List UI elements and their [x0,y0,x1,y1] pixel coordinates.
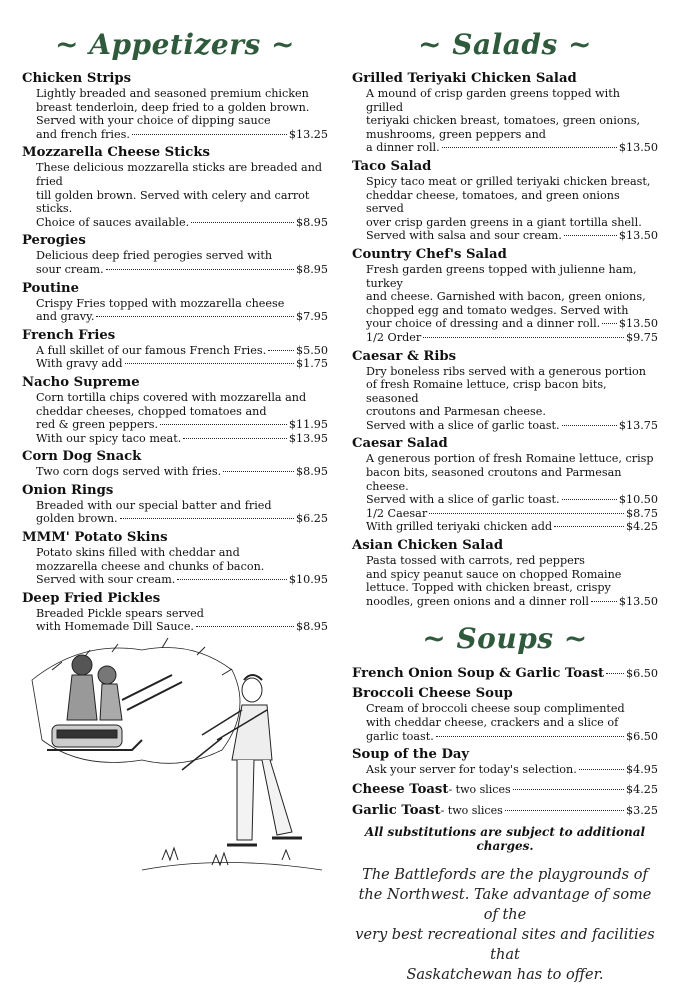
price-row [352,665,658,682]
tagline-line: very best recreational sites and facilities that [355,926,655,963]
menu-item-nacho-supreme [22,375,328,445]
price-row: noodles, green onions and a dinner roll $13.50 [366,594,658,608]
item-desc: Delicious deep fried perogies served with [36,249,273,263]
menu-item-garlic-toast [352,802,658,819]
item-price: $13.50 [618,141,658,155]
item-name: Soup of the Day [352,747,470,763]
item-name: Poutine [22,280,80,296]
item-price: $6.25 [295,512,328,526]
item-price: $6.50 [625,729,658,743]
price-row [352,781,658,798]
item-name: Grilled Teriyaki Chicken Salad [352,71,577,86]
item-desc: Crispy Fries topped with mozzarella cheese [36,296,285,310]
item-desc: Lightly breaded and seasoned premium chicken [36,87,309,100]
item-price: $13.50 [618,229,658,243]
menu-item-broccoli-soup [352,686,658,743]
salads-title: ~ Salads ~ [418,28,592,61]
price-row: your choice of dressing and a dinner roll. $13.50 [366,317,658,331]
price-row: With gravy add $1.75 [36,357,328,371]
item-price: $7.95 [295,310,328,324]
item-desc: mushrooms, green peppers and [366,127,546,141]
menu-item-cheese-toast [352,781,658,798]
price-row: Served with sour cream. $10.95 [36,573,328,587]
item-desc: over crisp garden greens in a giant tortilla shell. [366,215,642,229]
item-price: $6.50 [625,667,658,681]
item-desc: cheddar cheese, tomatoes, and green onions served [366,188,620,216]
item-desc: Served with your choice of dipping sauce [36,114,271,128]
item-suffix: - two slices [440,803,503,817]
menu-item-caesar-ribs [352,349,658,433]
item-desc: bacon bits, seasoned croutons and Parmesan cheese. [366,466,622,493]
menu-item-onion-rings [22,483,328,526]
item-desc: chopped egg and tomato wedges. Served with [366,303,629,317]
item-desc: mozzarella cheese and chunks of bacon. [36,559,265,573]
item-name: Mozzarella Cheese Sticks [22,145,210,161]
menu-item-asian-chicken-salad [352,538,658,608]
menu-item-mozzarella-sticks [22,145,328,229]
menu-item-potato-skins [22,530,328,587]
price-row: Served with a slice of garlic toast. $13.75 [366,418,658,432]
item-desc: and spicy peanut sauce on chopped Romaine [366,567,622,581]
item-price: $11.95 [288,418,328,432]
item-name: Caesar Salad [352,436,448,452]
item-desc: and cheese. Garnished with bacon, green onions, [366,290,646,304]
item-desc: Pasta tossed with carrots, red peppers [366,554,585,568]
menu-item-chef-salad [352,247,658,345]
item-desc: Fresh garden greens topped with julienne ham, turkey [366,262,637,290]
item-name: Taco Salad [352,158,432,174]
item-name: Broccoli Cheese Soup [352,686,513,702]
item-name: Deep Fried Pickles [22,590,161,606]
item-name: Perogies [22,233,86,249]
menu-item-teriyaki-salad [352,71,658,155]
tagline-line: The Battlefords are the playgrounds of [362,866,648,883]
golf-snowmobile-illustration [22,620,332,890]
item-desc: Breaded Pickle spears served [36,606,204,620]
price-row: sour cream. $8.95 [36,262,328,276]
menu-item-chicken-strips [22,71,328,141]
price-row: Served with salsa and sour cream. $13.50 [366,229,658,243]
price-row: Served with a slice of garlic toast. $10.50 [366,493,658,507]
item-price: $4.25 [625,782,658,796]
price-row: and french fries. $13.25 [36,127,328,141]
item-desc: A generous portion of fresh Romaine lettuce, crisp [366,452,654,466]
item-desc: Spicy taco meat or grilled teriyaki chicken breast, [366,174,651,188]
item-desc: croutons and Parmesan cheese. [366,405,546,419]
item-price: $4.25 [625,520,658,534]
menu-item-soup-of-day [352,747,658,777]
price-row: 1/2 Order $9.75 [366,330,658,344]
item-price: $8.95 [295,215,328,229]
item-desc: Corn tortilla chips covered with mozzarella and [36,390,307,404]
price-row: Two corn dogs served with fries. $8.95 [36,465,328,479]
item-name: Onion Rings [22,482,114,498]
item-desc: teriyaki chicken breast, tomatoes, green onions, [366,114,641,128]
item-desc: A mound of crisp garden greens topped with grilled [366,87,620,114]
item-price: $5.50 [295,343,328,357]
item-price: $13.50 [618,594,658,608]
item-desc: Potato skins filled with cheddar and [36,546,240,560]
item-name: MMM' Potato Skins [22,530,168,546]
item-name: Asian Chicken Salad [352,538,504,554]
price-row: With our spicy taco meat. $13.95 [36,431,328,445]
item-price: $3.25 [625,803,658,817]
item-name: Chicken Strips [22,71,132,86]
menu-item-french-fries [22,328,328,371]
item-desc: lettuce. Topped with chicken breast, crispy [366,581,611,595]
price-row: a dinner roll. $13.50 [366,141,658,155]
menu-item-french-onion [352,665,658,682]
item-price: $9.75 [625,330,658,344]
item-desc: of fresh Romaine lettuce, crisp bacon bits, seasoned [366,378,607,405]
price-row [352,802,658,819]
price-row: and gravy. $7.95 [36,310,328,324]
substitutions-note: All substitutions are subject to additional charges. [364,824,646,853]
item-name: Caesar & Ribs [352,348,457,364]
item-price: $10.95 [288,573,328,587]
appetizers-title: ~ Appetizers ~ [55,28,295,61]
appetizers-column [22,28,328,638]
price-row: A full skillet of our famous French Fries. $5.50 [36,343,328,357]
price-row: with Homemade Dill Sauce. $8.95 [36,620,328,634]
menu-item-corn-dog [22,449,328,479]
price-row: garlic toast. $6.50 [366,729,658,743]
item-name: Corn Dog Snack [22,449,142,465]
item-price: $13.95 [288,431,328,445]
price-row: golden brown. $6.25 [36,512,328,526]
item-price: $13.75 [618,418,658,432]
item-name: French Onion Soup & Garlic Toast [352,666,605,682]
item-price: $10.50 [618,493,658,507]
price-row: 1/2 Caesar $8.75 [366,506,658,520]
item-price: $13.50 [618,317,658,331]
salads-soups-column [352,28,658,985]
menu-item-caesar-salad [352,436,658,534]
price-row: With grilled teriyaki chicken add $4.25 [366,520,658,534]
soups-title: ~ Soups ~ [422,622,588,656]
tagline [352,865,658,985]
tagline-line: the Northwest. Take advantage of some of the [358,886,652,923]
item-name: Garlic Toast [352,802,441,818]
item-desc: Dry boneless ribs served with a generous portion [366,364,646,378]
item-name: French Fries [22,327,116,343]
item-desc: Breaded with our special batter and fried [36,498,272,512]
item-desc: with cheddar cheese, crackers and a slice of [366,716,619,729]
item-desc: breast tenderloin, deep fried to a golden brown. [36,100,310,114]
item-price: $1.75 [295,357,328,371]
item-desc: These delicious mozzarella sticks are breaded and fried [36,161,323,188]
item-price: $13.25 [288,127,328,141]
item-price: $8.95 [295,465,328,479]
item-name: Cheese Toast [352,781,449,797]
item-price: $8.75 [625,506,658,520]
price-row: red & green peppers. $11.95 [36,418,328,432]
item-price: $4.95 [625,763,658,777]
item-price: $8.95 [295,262,328,276]
item-name: Country Chef's Salad [352,246,507,262]
menu-item-perogies [22,233,328,276]
price-row: Ask your server for today's selection. $4.95 [366,763,658,777]
item-name: Nacho Supreme [22,374,140,390]
tagline-line: Saskatchewan has to offer. [406,966,604,983]
menu-item-poutine [22,281,328,324]
menu-item-taco-salad [352,159,658,243]
item-desc: till golden brown. Served with celery and carrot sticks. [36,188,310,216]
price-row: Choice of sauces available. $8.95 [36,215,328,229]
item-suffix: - two slices [448,782,511,796]
item-desc: Cream of broccoli cheese soup complimented [366,702,625,716]
item-price: $8.95 [295,620,328,634]
item-desc: cheddar cheeses, chopped tomatoes and [36,404,267,418]
